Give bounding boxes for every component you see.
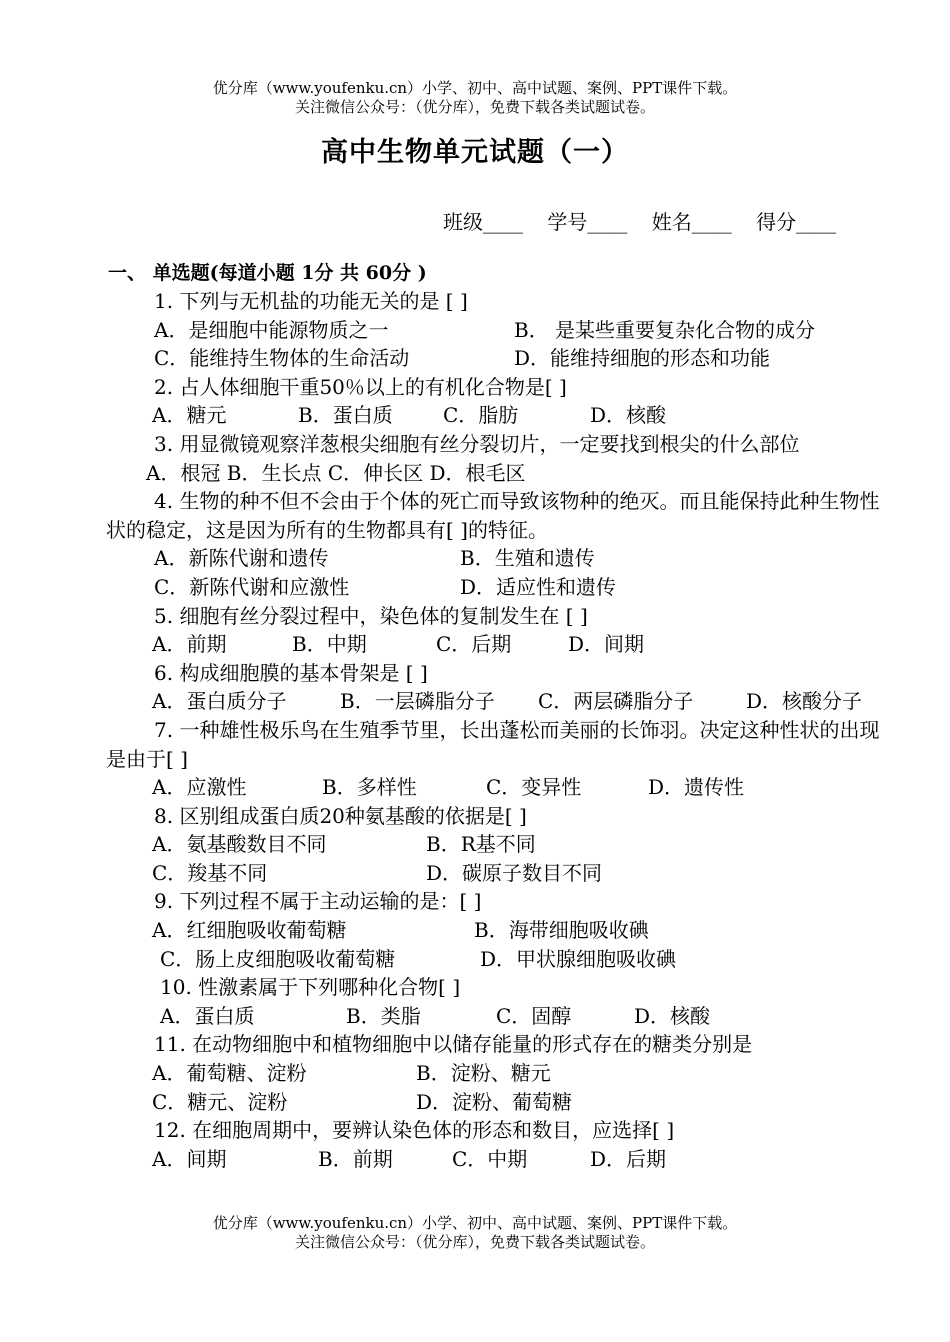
question-9-options-row-1 bbox=[106, 916, 881, 945]
footer-line-1: 优分库（www.youfenku.cn）小学、初中、高中试题、案例、PPT课件下载。 bbox=[212, 1214, 738, 1232]
question-10-row bbox=[106, 973, 881, 1002]
question-7-stem: 7. 一种雄性极乐鸟在生殖季节里，长出蓬松而美丽的长饰羽。决定这种性状的出现是由于[ ] bbox=[106, 717, 880, 771]
question-2-option-d: D．核酸 bbox=[590, 403, 667, 428]
question-7-option-d: D．遗传性 bbox=[648, 775, 745, 800]
question-8-options-row-1 bbox=[106, 830, 881, 859]
question-9-option-d: D．甲状腺细胞吸收碘 bbox=[480, 946, 677, 971]
question-10-option-b: B．类脂 bbox=[346, 1003, 421, 1028]
question-6-option-a: A．蛋白质分子 bbox=[152, 689, 287, 714]
footer-line-2: 关注微信公众号：（优分库），免费下载各类试题试卷。 bbox=[294, 1233, 655, 1251]
question-11-stem: 11. 在动物细胞中和植物细胞中以储存能量的形式存在的糖类分别是 bbox=[154, 1032, 753, 1057]
question-4-option-a: A．新陈代谢和遗传 bbox=[154, 546, 329, 571]
section-heading: 一、 单选题(每道小题 1分 共 60分 ) bbox=[108, 262, 427, 284]
question-11-options-row-1 bbox=[106, 1059, 881, 1088]
question-2-option-b: B．蛋白质 bbox=[298, 403, 393, 428]
question-3-stem: 3. 用显微镜观察洋葱根尖细胞有丝分裂切片，一定要找到根尖的什么部位 bbox=[154, 431, 800, 456]
question-1-options-row-2 bbox=[106, 344, 881, 373]
question-11-option-a: A．葡萄糖、淀粉 bbox=[152, 1061, 307, 1086]
question-5-stem: 5. 细胞有丝分裂过程中，染色体的复制发生在 [ ] bbox=[154, 603, 588, 628]
question-1-stem: 1. 下列与无机盐的功能无关的是 [ ] bbox=[154, 289, 468, 313]
question-1-options-row-1 bbox=[106, 316, 881, 345]
question-10-options bbox=[106, 1002, 881, 1031]
question-9-options-row-2 bbox=[106, 945, 881, 974]
question-5-option-a: A．前期 bbox=[152, 632, 227, 657]
question-8-stem: 8. 区别组成蛋白质20种氨基酸的依据是[ ] bbox=[154, 803, 527, 828]
question-4-option-c: C．新陈代谢和应激性 bbox=[154, 574, 350, 599]
question-6-option-d: D．核酸分子 bbox=[746, 689, 863, 714]
question-3-options bbox=[106, 459, 881, 488]
question-6-option-c: C．两层磷脂分子 bbox=[538, 689, 694, 714]
question-12-option-c: C．中期 bbox=[452, 1146, 528, 1171]
question-1-option-c: C．能维持生物体的生命活动 bbox=[154, 346, 410, 371]
score-field: 得分____ bbox=[756, 210, 837, 234]
question-11-options-row-2 bbox=[106, 1088, 881, 1117]
question-4-option-d: D．适应性和遗传 bbox=[460, 574, 617, 599]
question-10-option-d: D．核酸 bbox=[634, 1003, 711, 1028]
question-10-option-c: C．固醇 bbox=[496, 1003, 572, 1028]
question-4-stem: 4. 生物的种不但不会由于个体的死亡而导致该物种的绝灭。而且能保持此种生物性状的稳定，这是因为所有的生物都具有[ ]的特征。 bbox=[106, 489, 880, 542]
question-5-options bbox=[106, 630, 881, 659]
question-8-option-c: C．羧基不同 bbox=[152, 860, 268, 885]
question-5-option-d: D．间期 bbox=[568, 632, 645, 657]
number-field: 学号____ bbox=[547, 210, 628, 234]
question-1-option-a: A．是细胞中能源物质之一 bbox=[154, 317, 389, 342]
question-2-options bbox=[106, 401, 881, 430]
question-12-stem: 12. 在细胞周期中，要辨认染色体的形态和数目，应选择[ ] bbox=[154, 1118, 675, 1143]
question-11-option-c: C．糖元、淀粉 bbox=[152, 1089, 288, 1114]
student-info bbox=[443, 206, 836, 235]
question-4-options-row-2 bbox=[106, 573, 881, 602]
question-12-option-b: B．前期 bbox=[318, 1146, 393, 1171]
question-1-option-b: B． 是某些重要复杂化合物的成分 bbox=[514, 317, 816, 342]
question-7-options bbox=[106, 773, 881, 802]
question-3-options-text: A．根冠 B．生长点 C．伸长区 D．根毛区 bbox=[146, 460, 526, 485]
question-7-option-a: A．应激性 bbox=[152, 775, 247, 800]
name-field: 姓名____ bbox=[651, 210, 732, 234]
question-11-option-b: B．淀粉、糖元 bbox=[416, 1061, 551, 1086]
question-8-option-a: A．氨基酸数目不同 bbox=[152, 832, 327, 857]
page-title: 高中生物单元试题（一） bbox=[321, 137, 629, 168]
page-header bbox=[0, 79, 950, 117]
question-7-option-c: C．变异性 bbox=[486, 775, 582, 800]
header-line-1: 优分库（www.youfenku.cn）小学、初中、高中试题、案例、PPT课件下载。 bbox=[212, 79, 738, 97]
question-2-stem: 2. 占人体细胞干重50％以上的有机化合物是[ ] bbox=[154, 374, 567, 399]
header-line-2: 关注微信公众号：（优分库），免费下载各类试题试卷。 bbox=[294, 98, 655, 116]
question-9-option-c: C．肠上皮细胞吸收葡萄糖 bbox=[160, 946, 396, 971]
question-9-option-b: B．海带细胞吸收碘 bbox=[474, 918, 649, 943]
question-8-option-b: B．R基不同 bbox=[426, 832, 536, 857]
question-5-option-c: C．后期 bbox=[436, 632, 512, 657]
question-12-options bbox=[106, 1145, 881, 1174]
question-12-option-a: A．间期 bbox=[152, 1146, 227, 1171]
question-2-option-a: A．糖元 bbox=[152, 403, 227, 428]
page-footer bbox=[0, 1214, 950, 1252]
question-1-option-d: D．能维持细胞的形态和功能 bbox=[514, 346, 771, 371]
question-7-option-b: B．多样性 bbox=[322, 775, 417, 800]
question-6-option-b: B．一层磷脂分子 bbox=[340, 689, 495, 714]
question-5-option-b: B．中期 bbox=[292, 632, 367, 657]
question-10-stem: 10. 性激素属于下列哪种化合物[ ] bbox=[160, 975, 461, 1000]
question-8-options-row-2 bbox=[106, 859, 881, 888]
question-6-options bbox=[106, 687, 881, 716]
questions-body bbox=[106, 287, 881, 1173]
question-12-option-d: D．后期 bbox=[590, 1146, 667, 1171]
question-9-option-a: A．红细胞吸收葡萄糖 bbox=[152, 918, 347, 943]
question-8-option-d: D．碳原子数目不同 bbox=[426, 860, 603, 885]
question-11-option-d: D．淀粉、葡萄糖 bbox=[416, 1089, 573, 1114]
question-9-stem: 9. 下列过程不属于主动运输的是：[ ] bbox=[154, 889, 482, 914]
question-10-option-a: A．蛋白质 bbox=[160, 1003, 255, 1028]
class-field: 班级____ bbox=[443, 210, 523, 234]
question-2-option-c: C．脂肪 bbox=[443, 403, 519, 428]
question-4-option-b: B．生殖和遗传 bbox=[460, 546, 595, 571]
question-6-stem: 6. 构成细胞膜的基本骨架是 [ ] bbox=[154, 660, 428, 685]
question-4-options-row-1 bbox=[106, 544, 881, 573]
